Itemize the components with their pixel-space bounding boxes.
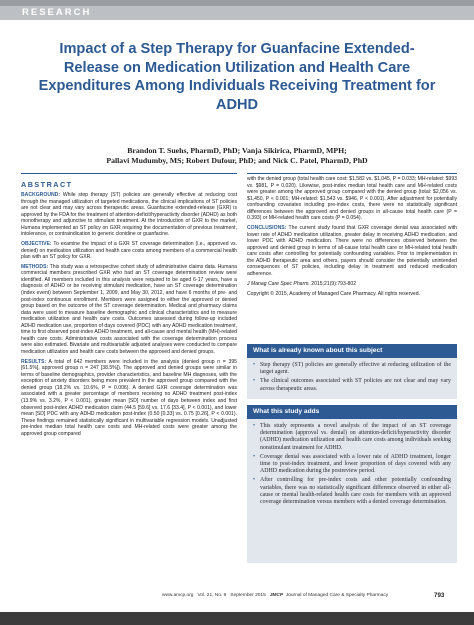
footer-site: www.amcp.org bbox=[162, 593, 194, 598]
author-line-1: Brandon T. Suehs, PharmD, PhD; Vanja Sikirica, PharmD, MPH; bbox=[127, 146, 347, 155]
results-label: RESULTS: bbox=[21, 358, 47, 365]
page-number: 793 bbox=[434, 592, 445, 599]
page-footer bbox=[0, 590, 474, 604]
section-band bbox=[0, 6, 474, 20]
results-continued: with the denied group (total health care cost: $1,582 vs. $1,045, P = 0.033; MH-related: $993 vs. $981, P = 0.020). Likewise, post-index median total health care and MH-related costs were greater among the approved group compared with the denied group (total: $2,056 vs. $1,450, P < 0.001; MH-related: $1,543 vs. $946, P < 0.001). After adjustment for potentially confounding covariates including pre-index costs, there were no statistically significant differences between the approved and denied groups in all-cause total health care (P = 0.393) or MH-related health care costs (P = 0.054). bbox=[247, 176, 457, 222]
list-item: • Coverage denial was associated with a lower rate of ADHD treatment, longer time to post-index treatment, and lower proportion of days covered with any ADHD medication during the postreview period. bbox=[253, 454, 451, 476]
article-title: Impact of a Step Therapy for Guanfacine Extended-Release on Medication Utilization and Health Care Expenditures Among Individuals Receiving Treatment for ADHD bbox=[38, 41, 436, 113]
footer-date: September 2015 bbox=[230, 593, 266, 598]
footer-bar bbox=[0, 612, 474, 625]
conclusions-label: CONCLUSIONS: bbox=[247, 225, 287, 232]
right-body bbox=[247, 176, 457, 277]
footer-journal: Journal of Managed Care & Specialty Pharmacy bbox=[285, 593, 389, 598]
methods-text: This study was a retrospective cohort study of administrative claims data. Humana commercial members prescribed GXR who had an ST coverage determination review were identified. All members included in this analysis were required to be aged 6-17 years, have a diagnosis of ADHD or be receiving stimulant medication, have an ST coverage determination (index event) between September 1, 2009, and May 30, 2012, and have 6 months of pre- and post-index continuous enrollment. Members were assigned to either the approved or denied group based on the outcome of the ST coverage determination. Medical and pharmacy claims data were used to measure baseline demographic and clinical characteristics and to measure medication utilization and health care costs. Outcomes assessed during follow-up included ADHD medication use, proportion of days covered (PDC) with any ADHD medication treatment, time to first observed post-index ADHD treatment, and all-cause and mental health (MH)-related health care costs. Administrative costs associated with the coverage determination process were also estimated. Bivariate and multivariable adjusted analyses were conducted to compare medication utilization and health care costs between the approved and denied groups. bbox=[21, 263, 237, 355]
footer-text bbox=[162, 593, 388, 598]
results-paragraph bbox=[21, 359, 237, 438]
objective-text: To examine the impact of a GXR ST coverage determination (i.e., approved vs. denied) on medication utilization and health care costs among members of a commercial health plan with an ST policy for GXR. bbox=[21, 241, 237, 261]
adds-box bbox=[247, 405, 457, 563]
adds-box-heading: What this study adds bbox=[247, 405, 457, 419]
section-label: RESEARCH bbox=[22, 7, 92, 18]
objective-paragraph bbox=[21, 241, 237, 261]
background-text: While step therapy (ST) policies are generally effective at reducing cost through the managed utilization of targeted medications, the clinical implications of ST policies are not clear and may vary across therapeutic areas. Guanfacine extended-release (GXR) is approved by the FDA for the treatment of attention-deficit/hyperactivity disorder (ADHD) as both monotherapy and adjunctive to stimulant treatment. At the introduction of GXR to the market, Humana implemented an ST policy on GXR requiring the documentation of previous treatment, intolerance, or contraindication to generic clonidine or guanfacine. bbox=[21, 192, 238, 238]
known-box bbox=[247, 344, 457, 399]
right-column bbox=[247, 173, 457, 297]
list-item: • This study represents a novel analysis of the impact of an ST coverage determination (approval vs. denial) on attention-deficit/hyperactivity disorder (ADHD) medication utilization and health care costs among individuals seeking nonstimulant treatment for ADHD. bbox=[253, 423, 451, 452]
list-item: • Step therapy (ST) policies are generally effective at reducing utilization of the target agent. bbox=[253, 362, 451, 376]
abstract-heading: ABSTRACT bbox=[21, 180, 73, 189]
adds-box-list bbox=[247, 419, 457, 512]
known-box-heading: What is already known about this subject bbox=[247, 344, 457, 358]
footer-volume: Vol. 21, No. 9 bbox=[197, 593, 227, 598]
citation-ref: 2015;21(9):793-802 bbox=[311, 281, 357, 288]
citation-journal: J Manag Care Spec Pharm. bbox=[247, 281, 310, 288]
right-rule bbox=[247, 173, 457, 174]
author-list bbox=[36, 146, 438, 166]
results-text: A total of 642 members were included in the analysis (denied group n = 395 [61.5%], approved group n = 247 [38.5%]). The approved and denied groups were similar in terms of baseline demographics, provider characteristics, and baseline MH diagnoses, with the exception of anxiety disorders being more prevalent in the approved group compared with the denied group (18.2% vs. 10.6%, P = 0.006). A denied GXR coverage determination was associated with a greater percentage of members receiving no ADHD treatment post-index (13.9% vs. 3.2%, P < 0.001), greater mean [SD] number of days between index and first observed post-index ADHD medication claim (44.5 [59.6] vs. 17.6 [33.4], P < 0.001), and lower mean [SD] PDC with any ADHD medication post-index (0.50 [0.33] vs. 0.75 [0.26], P < 0.001). These findings remained statistically significant in multivariable regression models. Unadjusted pre-index median total health care costs and MH-related costs were greater among the approved group compared bbox=[21, 358, 237, 437]
copyright-line: Copyright © 2015, Academy of Managed Care Pharmacy. All rights reserved. bbox=[247, 291, 420, 298]
methods-paragraph bbox=[21, 264, 237, 356]
abstract-rule bbox=[21, 173, 237, 174]
list-item: • The clinical outcomes associated with ST policies are not clear and may vary across therapeutic areas. bbox=[253, 378, 451, 392]
footer-jmcp: JMCP bbox=[269, 593, 284, 598]
list-item: • After controlling for pre-index costs and other potentially confounding variables, there was no statistically significant difference observed in either all-cause or mental health-related health care costs for members with an approved coverage determination versus members with a denied coverage determination. bbox=[253, 477, 451, 506]
conclusions-text: The current study found that GXR coverage denial was associated with lower rate of ADHD medication utilization, greater delay in receiving ADHD medication, and lower PDC with ADHD medication. There were no differences observed between the approved and denied group in terms of all-cause total health care or MH-related total health care costs after controlling for potentially confounding variables. Prior to implementation in the ADHD therapeutic area and others, payers should consider the potentially unintended consequences of ST policies, including delay in treatment and reduced medication adherence. bbox=[247, 225, 457, 277]
background-label: BACKGROUND: bbox=[21, 192, 61, 198]
objective-label: OBJECTIVE: bbox=[21, 241, 52, 248]
known-box-list bbox=[247, 358, 457, 399]
methods-label: METHODS: bbox=[21, 263, 49, 270]
abstract-column bbox=[21, 173, 237, 440]
abstract-body bbox=[21, 192, 237, 437]
background-paragraph bbox=[21, 192, 237, 238]
conclusions-paragraph bbox=[247, 225, 457, 277]
citation bbox=[247, 281, 457, 287]
author-line-2: Pallavi Mudumby, MS; Robert Dufour, PhD; and Nick C. Patel, PharmD, PhD bbox=[106, 155, 368, 165]
